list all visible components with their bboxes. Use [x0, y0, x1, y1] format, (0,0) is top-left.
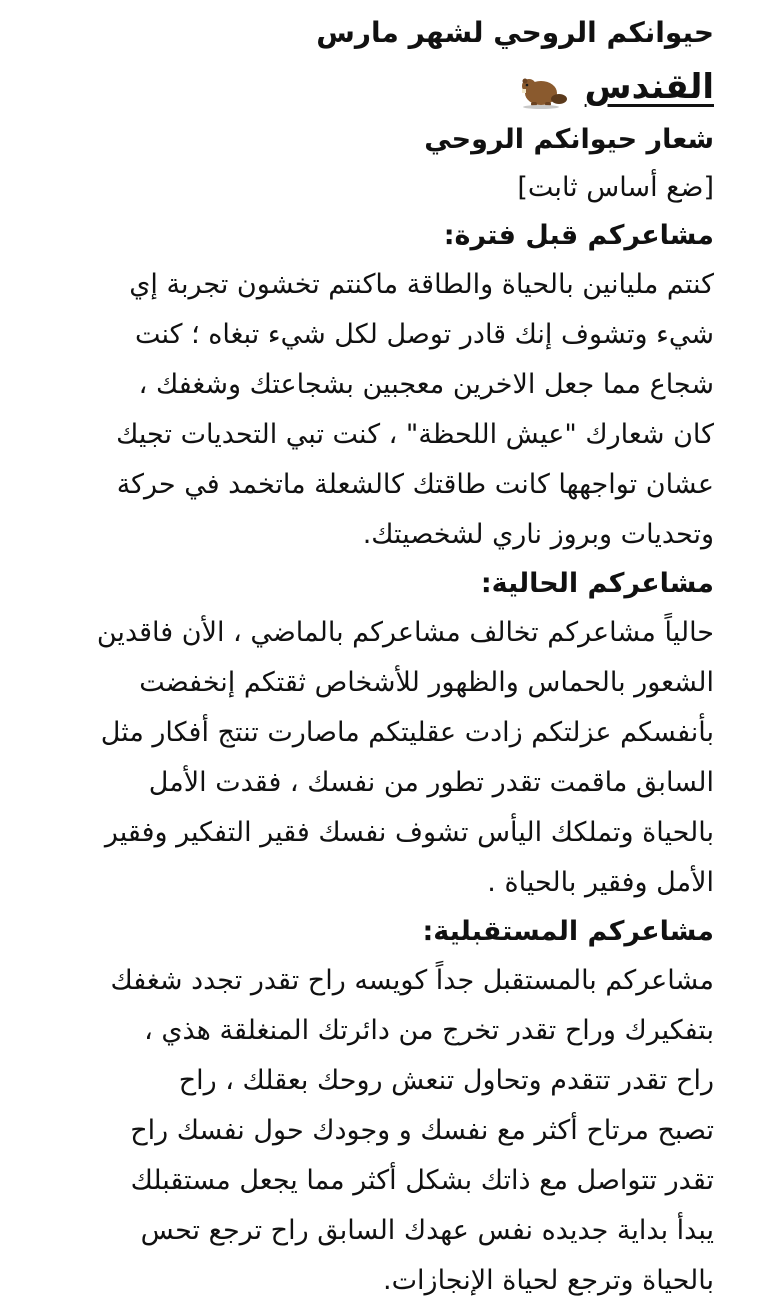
motto-text: [ضع أساس ثابت]: [517, 172, 714, 203]
paragraph-line: الشعور بالحماس والظهور للأشخاص ثقتكم إنخفضت: [139, 667, 714, 698]
paragraph-line: الأمل وفقير بالحياة .: [487, 867, 714, 898]
paragraph-line: عشان تواجهها كانت طاقتك كالشعلة ماتخمد في حركة: [116, 469, 714, 500]
paragraph-line: بالحياة وتملكك اليأس تشوف نفسك فقير التفكير وفقير: [104, 817, 714, 848]
paragraph-line: تصبح مرتاح أكثر مع نفسك و وجودك حول نفسك راح: [130, 1115, 714, 1146]
paragraph-line: تقدر تتواصل مع ذاتك بشكل أكثر مما يجعل مستقبلك: [130, 1165, 714, 1196]
paragraph-line: يبدأ بداية جديده نفس عهدك السابق راح ترجع تحس: [140, 1215, 714, 1246]
paragraph-line: كان شعارك "عيش اللحظة" ، كنت تبي التحديات تجيك: [116, 419, 714, 450]
future-feelings-heading: مشاعركم المستقبلية:: [422, 916, 714, 947]
beaver-icon: [519, 69, 567, 109]
present-feelings-paragraph: [50, 608, 714, 908]
future-feelings-paragraph: [50, 956, 714, 1306]
animal-name: القندس: [584, 67, 714, 107]
paragraph-line: شجاع مما جعل الاخرين معجبين بشجاعتك وشغفك ،: [138, 369, 714, 400]
past-feelings-paragraph: [50, 260, 714, 560]
paragraph-line: بالحياة وترجع لحياة الإنجازات.: [383, 1265, 714, 1296]
motto-heading: شعار حيوانكم الروحي: [424, 124, 714, 155]
present-feelings-heading: مشاعركم الحالية:: [480, 568, 714, 599]
paragraph-line: مشاعركم بالمستقبل جداً كويسه راح تقدر تجدد شغفك: [110, 965, 714, 996]
paragraph-line: حالياً مشاعركم تخالف مشاعركم بالماضي ، الأن فاقدين: [96, 617, 714, 648]
paragraph-line: بأنفسكم عزلتكم زادت عقليتكم ماصارت تنتج أفكار مثل: [100, 717, 714, 748]
paragraph-line: السابق ماقمت تقدر تطور من نفسك ، فقدت الأمل: [148, 767, 714, 798]
animal-heading: [50, 58, 714, 116]
past-feelings-heading: مشاعركم قبل فترة:: [443, 220, 714, 251]
page-title: حيوانكم الروحي لشهر مارس: [316, 16, 714, 49]
paragraph-line: راح تقدر تتقدم وتحاول تنعش روحك بعقلك ، راح: [178, 1065, 714, 1096]
paragraph-line: كنتم مليانين بالحياة والطاقة ماكنتم تخشون تجربة إي: [129, 269, 714, 300]
paragraph-line: بتفكيرك وراح تقدر تخرج من دائرتك المنغلقة هذي ،: [144, 1015, 714, 1046]
paragraph-line: شيء وتشوف إنك قادر توصل لكل شيء تبغاه ؛ كنت: [134, 319, 714, 350]
paragraph-line: وتحديات وبروز ناري لشخصيتك.: [362, 519, 714, 550]
